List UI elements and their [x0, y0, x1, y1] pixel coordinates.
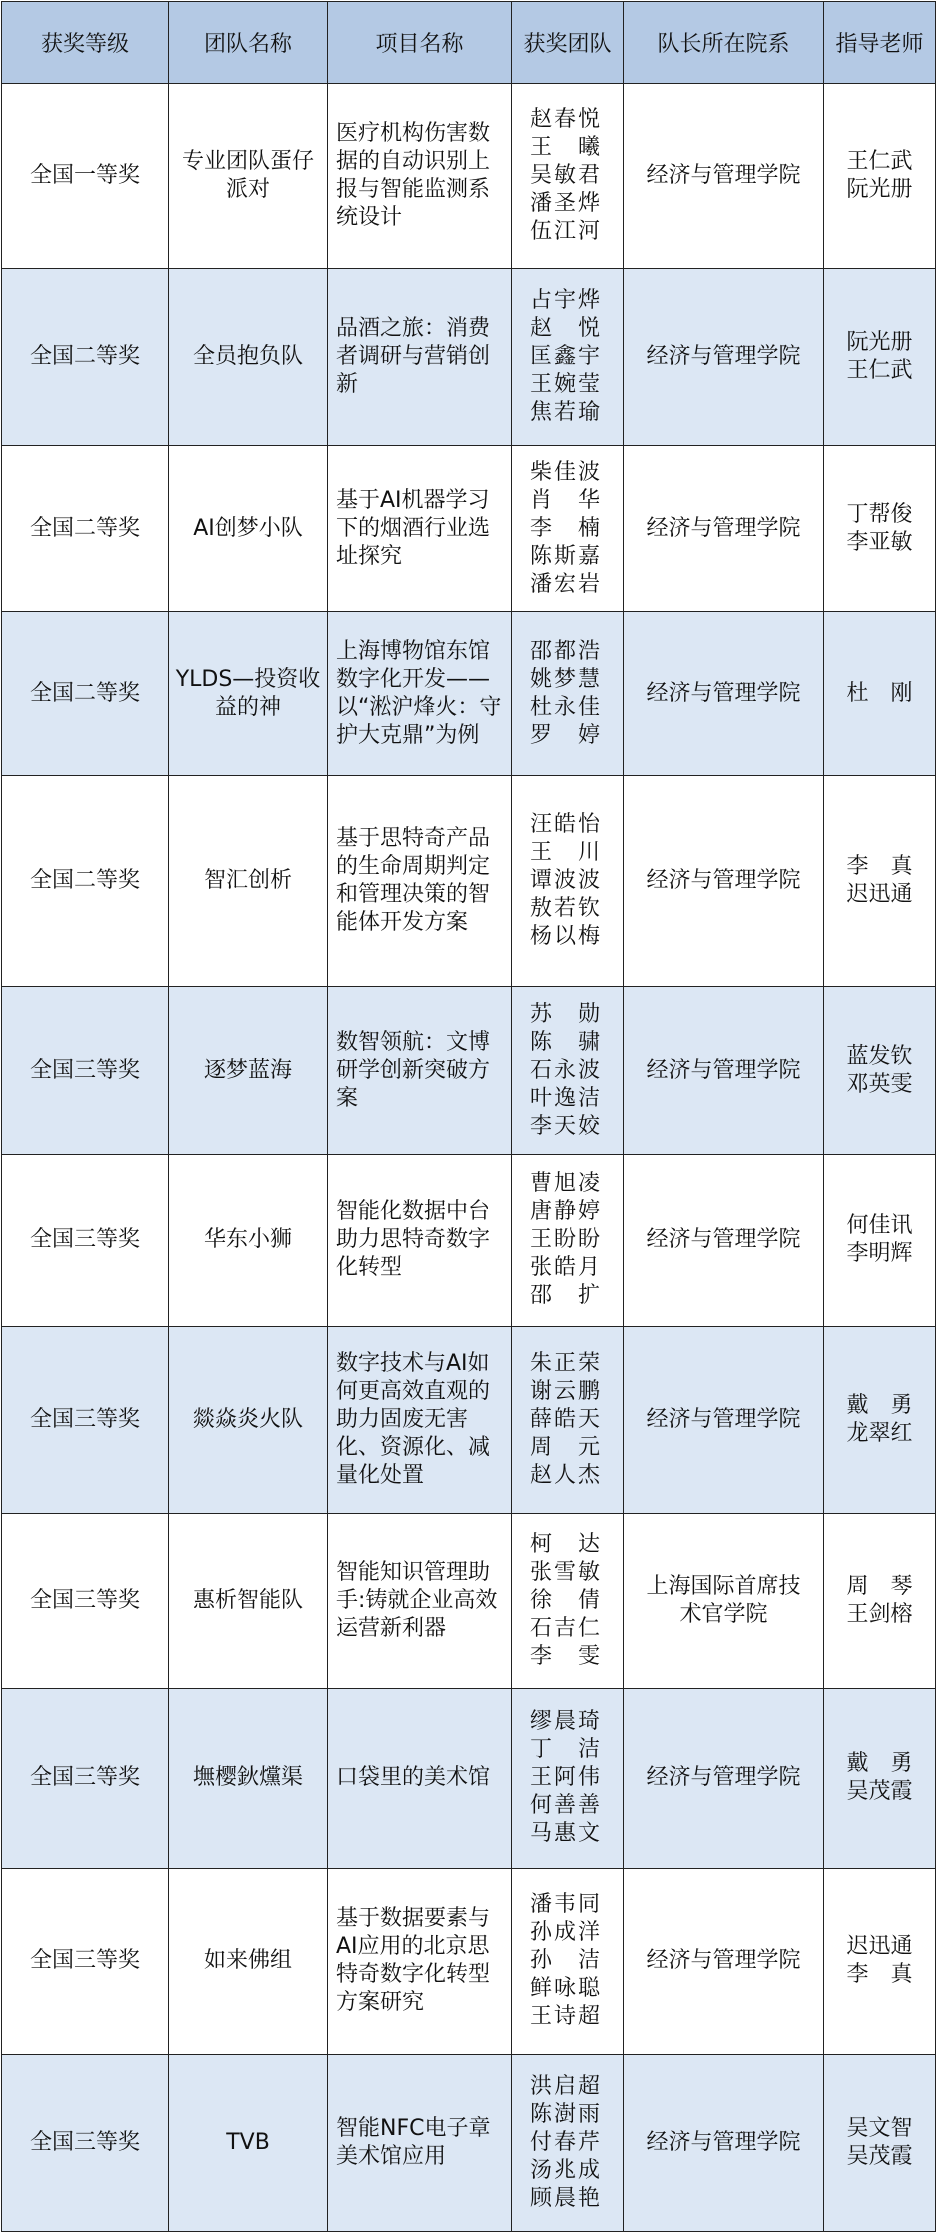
advisor: 戴 勇 吴茂霞: [824, 1688, 936, 1868]
table-row: [2, 1155, 936, 1326]
award-level: 全国三等奖: [2, 1868, 169, 2054]
team-members: 苏 勋 陈 骕 石永波 叶逸洁 李天姣: [512, 987, 624, 1155]
table-row: [2, 612, 936, 776]
award-level: 全国二等奖: [2, 776, 169, 987]
project-name: 基于思特奇产品的生命周期判定和管理决策的智能体开发方案: [328, 776, 512, 987]
table-row: [2, 1326, 936, 1513]
team-members: 柴佳波 肖 华 李 楠 陈斯嘉 潘宏岩: [512, 446, 624, 612]
captain-department: 经济与管理学院: [624, 776, 824, 987]
team-name: 墲樱鈥爣渠: [169, 1688, 328, 1868]
team-members: 汪皓怡 王 川 谭波波 敖若钦 杨以梅: [512, 776, 624, 987]
header-project-name: 项目名称: [328, 2, 512, 84]
project-name: 数智领航：文博研学创新突破方案: [328, 987, 512, 1155]
team-members: 洪启超 陈澍雨 付春芹 汤兆成 顾晨艳: [512, 2054, 624, 2231]
team-members: 曹旭凌 唐静婷 王盼盼 张皓月 邵 扩: [512, 1155, 624, 1326]
team-name: YLDS—投资收 益的神: [169, 612, 328, 776]
captain-department: 经济与管理学院: [624, 1688, 824, 1868]
captain-department: 上海国际首席技 术官学院: [624, 1513, 824, 1688]
advisor: 丁帮俊 李亚敏: [824, 446, 936, 612]
team-name: AI创梦小队: [169, 446, 328, 612]
captain-department: 经济与管理学院: [624, 612, 824, 776]
header-row: [2, 2, 936, 84]
captain-department: 经济与管理学院: [624, 84, 824, 269]
team-name: 惠析智能队: [169, 1513, 328, 1688]
captain-department: 经济与管理学院: [624, 2054, 824, 2231]
team-members: 潘韦同 孙成洋 孙 洁 鲜咏聪 王诗超: [512, 1868, 624, 2054]
team-name: 华东小狮: [169, 1155, 328, 1326]
table-row: [2, 84, 936, 269]
captain-department: 经济与管理学院: [624, 446, 824, 612]
team-name: 燚焱炎火队: [169, 1326, 328, 1513]
project-name: 上海博物馆东馆数字化开发——以“淞沪烽火：守护大克鼎”为例: [328, 612, 512, 776]
captain-department: 经济与管理学院: [624, 1326, 824, 1513]
team-name: 如来佛组: [169, 1868, 328, 2054]
captain-department: 经济与管理学院: [624, 269, 824, 446]
table-row: [2, 776, 936, 987]
table-row: [2, 1688, 936, 1868]
table-row: [2, 1868, 936, 2054]
table-row: [2, 987, 936, 1155]
captain-department: 经济与管理学院: [624, 987, 824, 1155]
header-award-level: 获奖等级: [2, 2, 169, 84]
team-name: 智汇创析: [169, 776, 328, 987]
awards-table: [1, 1, 936, 2232]
table-row: [2, 446, 936, 612]
header-team-members: 获奖团队: [512, 2, 624, 84]
captain-department: 经济与管理学院: [624, 1868, 824, 2054]
project-name: 智能NFC电子章美术馆应用: [328, 2054, 512, 2231]
project-name: 智能化数据中台助力思特奇数字化转型: [328, 1155, 512, 1326]
project-name: 基于数据要素与AI应用的北京思特奇数字化转型方案研究: [328, 1868, 512, 2054]
advisor: 周 琴 王剑榕: [824, 1513, 936, 1688]
table-row: [2, 2054, 936, 2231]
table-row: [2, 1513, 936, 1688]
team-name: 专业团队蛋仔 派对: [169, 84, 328, 269]
award-level: 全国二等奖: [2, 269, 169, 446]
captain-department: 经济与管理学院: [624, 1155, 824, 1326]
advisor: 戴 勇 龙翠红: [824, 1326, 936, 1513]
header-advisor: 指导老师: [824, 2, 936, 84]
team-name: TVB: [169, 2054, 328, 2231]
team-members: 柯 达 张雪敏 徐 倩 石吉仁 李 雯: [512, 1513, 624, 1688]
advisor: 吴文智 吴茂霞: [824, 2054, 936, 2231]
award-level: 全国二等奖: [2, 446, 169, 612]
advisor: 王仁武 阮光册: [824, 84, 936, 269]
award-level: 全国三等奖: [2, 1513, 169, 1688]
team-members: 缪晨琦 丁 洁 王阿伟 何善善 马惠文: [512, 1688, 624, 1868]
award-level: 全国三等奖: [2, 1155, 169, 1326]
team-name: 全员抱负队: [169, 269, 328, 446]
header-captain-department: 队长所在院系: [624, 2, 824, 84]
award-level: 全国三等奖: [2, 1688, 169, 1868]
award-level: 全国一等奖: [2, 84, 169, 269]
project-name: 智能知识管理助手:铸就企业高效运营新利器: [328, 1513, 512, 1688]
team-name: 逐梦蓝海: [169, 987, 328, 1155]
advisor: 阮光册 王仁武: [824, 269, 936, 446]
award-level: 全国三等奖: [2, 987, 169, 1155]
advisor: 蓝发钦 邓英雯: [824, 987, 936, 1155]
project-name: 数字技术与AI如何更高效直观的助力固废无害化、资源化、减量化处置: [328, 1326, 512, 1513]
project-name: 口袋里的美术馆: [328, 1688, 512, 1868]
header-team-name: 团队名称: [169, 2, 328, 84]
team-members: 赵春悦 王 曦 吴敏君 潘圣烨 伍江河: [512, 84, 624, 269]
team-members: 邵都浩 姚梦慧 杜永佳 罗 婷: [512, 612, 624, 776]
advisor: 迟迅通 李 真: [824, 1868, 936, 2054]
award-level: 全国三等奖: [2, 2054, 169, 2231]
team-members: 朱正荣 谢云鹏 薛皓天 周 元 赵人杰: [512, 1326, 624, 1513]
advisor: 杜 刚: [824, 612, 936, 776]
award-level: 全国三等奖: [2, 1326, 169, 1513]
advisor: 何佳讯 李明辉: [824, 1155, 936, 1326]
project-name: 基于AI机器学习下的烟酒行业选址探究: [328, 446, 512, 612]
advisor: 李 真 迟迅通: [824, 776, 936, 987]
team-members: 占宇烨 赵 悦 匡鑫宇 王婉莹 焦若瑜: [512, 269, 624, 446]
project-name: 医疗机构伤害数据的自动识别上报与智能监测系统设计: [328, 84, 512, 269]
project-name: 品酒之旅：消费者调研与营销创新: [328, 269, 512, 446]
award-level: 全国二等奖: [2, 612, 169, 776]
table-row: [2, 269, 936, 446]
